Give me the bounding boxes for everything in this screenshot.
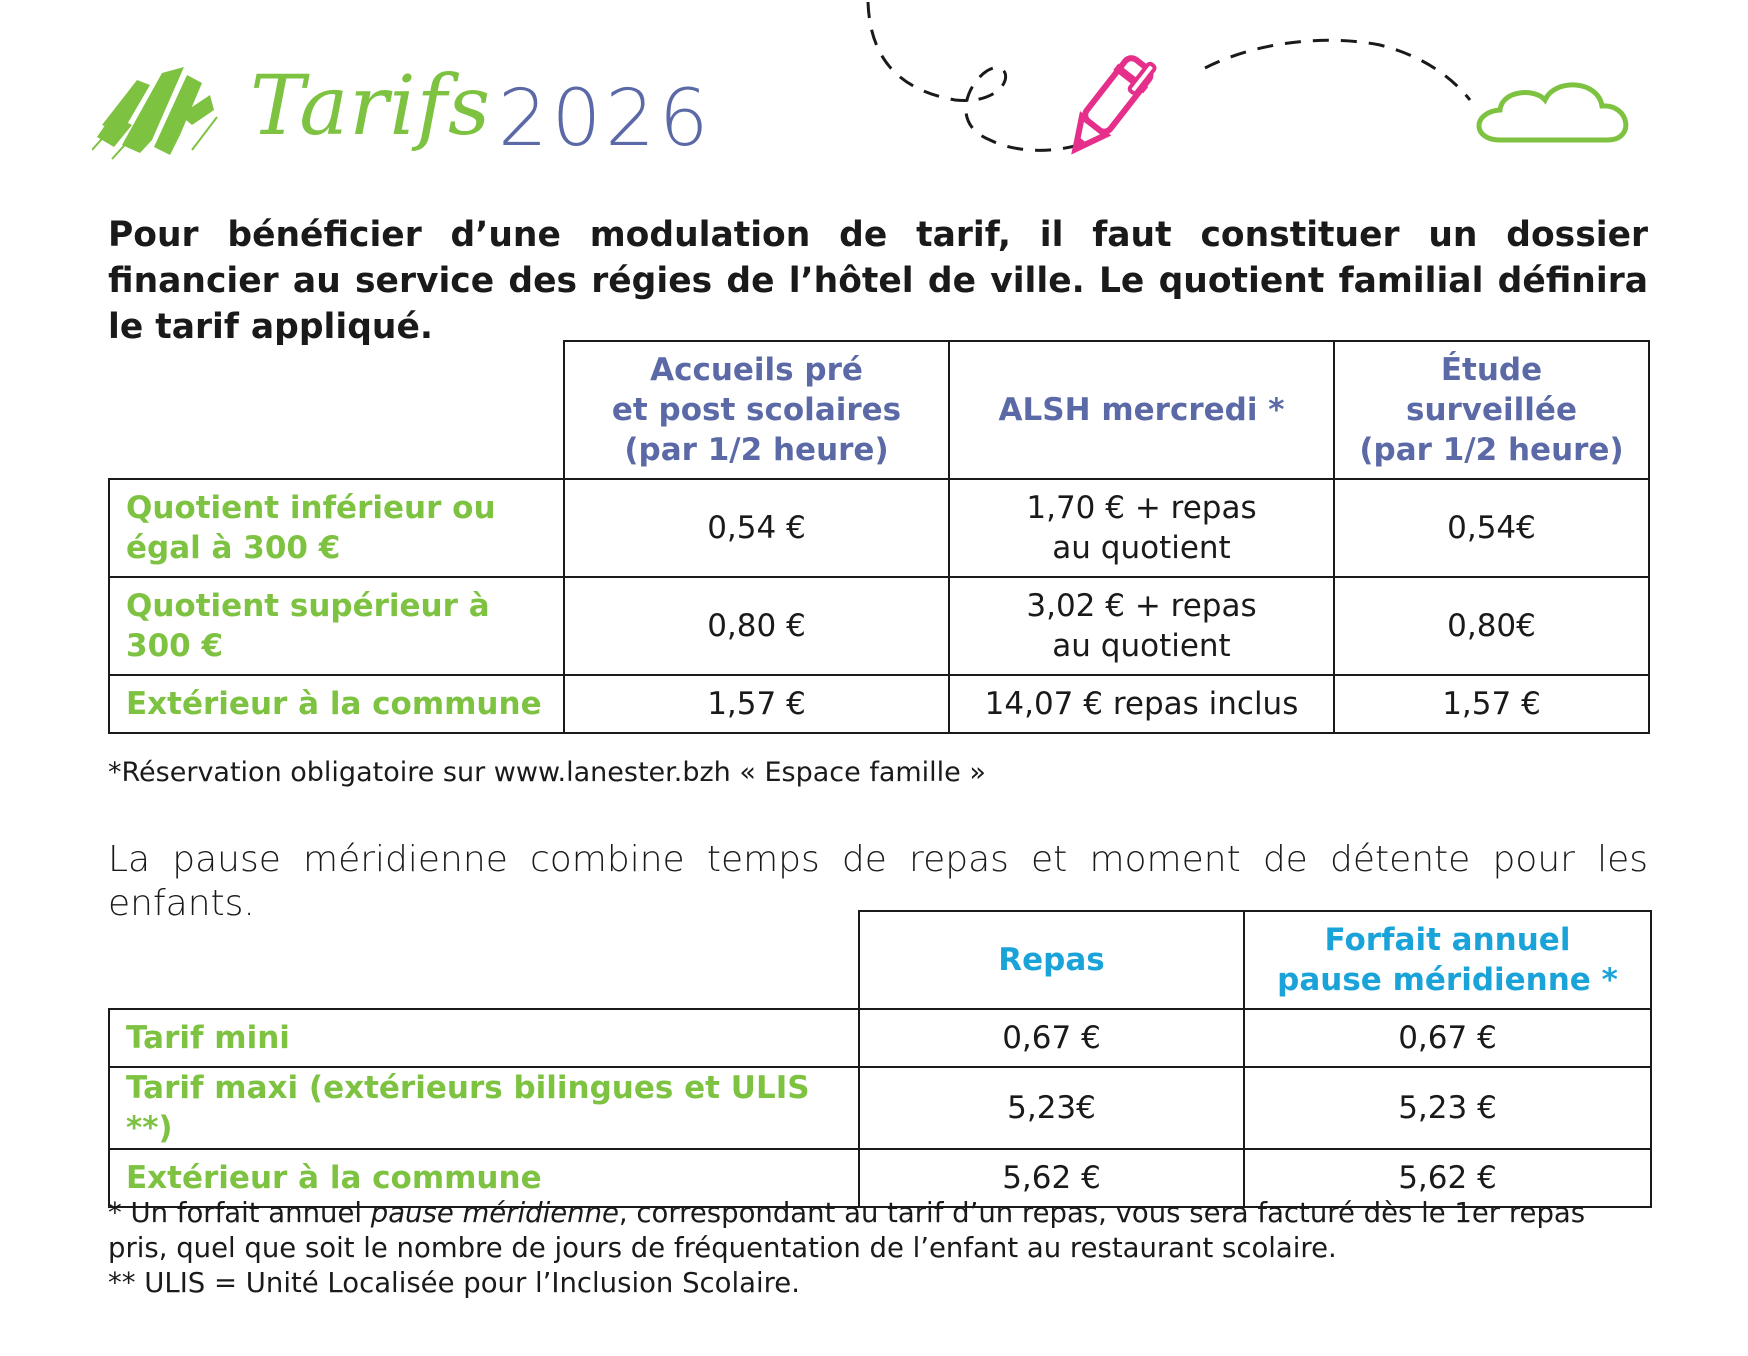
- footnote-forfait-italic: pause méridienne: [370, 1197, 619, 1229]
- brush-stroke-icon: [92, 55, 222, 165]
- pen-icon: [1060, 48, 1160, 161]
- table-cell: 0,67 €: [1244, 1009, 1651, 1067]
- row-label: Quotient inférieur ou égal à 300 €: [109, 479, 564, 577]
- row-label: Extérieur à la commune: [109, 675, 564, 733]
- table-cell: 5,62 €: [1244, 1149, 1651, 1207]
- column-header: Accueils pré et post scolaires (par 1/2 heure): [564, 341, 949, 479]
- table-cell: 3,02 € + repas au quotient: [949, 577, 1334, 675]
- table-header-row: [109, 341, 1649, 479]
- title-script: Tarifs: [250, 59, 492, 154]
- table-row: [109, 1067, 1651, 1149]
- column-header: Repas: [859, 911, 1244, 1009]
- table-cell: 5,62 €: [859, 1149, 1244, 1207]
- cloud-icon: [1479, 85, 1626, 140]
- footnotes: [108, 1196, 1653, 1301]
- table-row: [109, 577, 1649, 675]
- empty-corner-cell: [109, 341, 564, 479]
- table-cell: 5,23 €: [1244, 1067, 1651, 1149]
- column-header: Forfait annuel pause méridienne *: [1244, 911, 1651, 1009]
- footnote-forfait-suffix: , correspondant au tarif d’un repas, vous sera facturé dès le 1er repas pris, quel que soit le nombre de jours de fréquentation de l’enfant au restaurant scolaire.: [108, 1197, 1586, 1264]
- doodle-decoration: [860, 0, 1680, 170]
- row-label: Tarif maxi (extérieurs bilingues et ULIS **): [109, 1067, 859, 1149]
- table-row: [109, 479, 1649, 577]
- table-cell: 1,57 €: [564, 675, 949, 733]
- table-cell: 0,54€: [1334, 479, 1649, 577]
- pause-meridienne-text: La pause méridienne combine temps de repas et moment de détente pour les enfants.: [108, 839, 1648, 924]
- table-cell: 1,70 € + repas au quotient: [949, 479, 1334, 577]
- tarif-table-pause-meridienne: [108, 910, 1652, 1208]
- table-row: [109, 1009, 1651, 1067]
- row-label: Tarif mini: [109, 1009, 859, 1067]
- table-cell: 14,07 € repas inclus: [949, 675, 1334, 733]
- table-row: [109, 675, 1649, 733]
- row-label: Quotient supérieur à 300 €: [109, 577, 564, 675]
- table-cell: 5,23€: [859, 1067, 1244, 1149]
- footnote-forfait: [108, 1196, 1653, 1266]
- table-header-row: [109, 911, 1651, 1009]
- intro-paragraph: Pour bénéficier d’une modulation de tarif, il faut constituer un dossier financier au service des régies de l’hôtel de ville. Le quotient familial définira le tarif appliqué.: [108, 215, 1648, 347]
- table-cell: 0,67 €: [859, 1009, 1244, 1067]
- reservation-note: *Réservation obligatoire sur www.lanester.bzh « Espace famille »: [108, 757, 986, 788]
- table-cell: 0,80€: [1334, 577, 1649, 675]
- dashed-flight-path-2: [1205, 40, 1470, 100]
- tarif-table-periscolaire: [108, 340, 1650, 734]
- footnote-forfait-prefix: * Un forfait annuel: [108, 1197, 371, 1229]
- footnote-ulis: ** ULIS = Unité Localisée pour l’Inclusion Scolaire.: [108, 1267, 800, 1299]
- column-header: Étude surveillée (par 1/2 heure): [1334, 341, 1649, 479]
- table-cell: 1,57 €: [1334, 675, 1649, 733]
- title-year: 2026: [498, 74, 713, 164]
- table-cell: 0,80 €: [564, 577, 949, 675]
- table-cell: 0,54 €: [564, 479, 949, 577]
- row-label: Extérieur à la commune: [109, 1149, 859, 1207]
- column-header: ALSH mercredi *: [949, 341, 1334, 479]
- empty-corner-cell: [109, 911, 859, 1009]
